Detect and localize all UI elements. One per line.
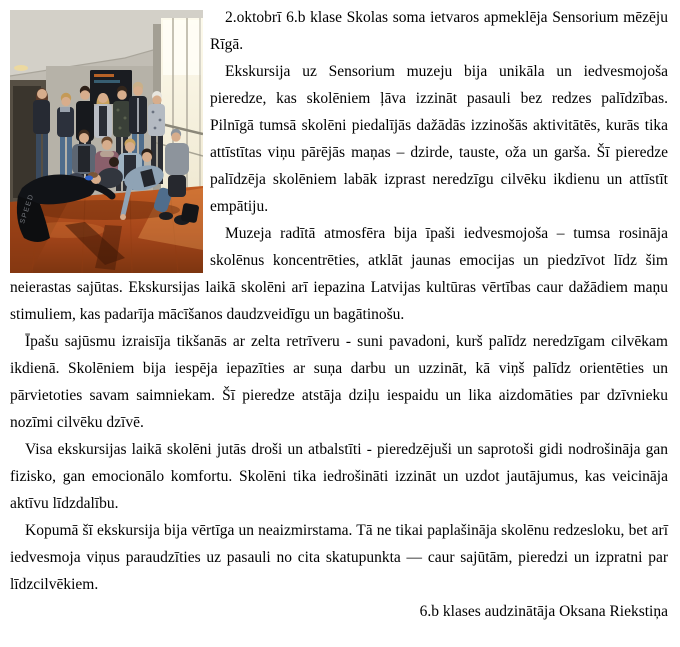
- photo-scene: [10, 10, 203, 273]
- paragraph-3: Muzeja radītā atmosfēra bija īpaši iedvesmojoša – tumsa rosināja skolēnus koncentrēties, atklāt jaunas emocijas un piedzīvot līdz šim neierastas sajūtas. Ekskursijas laikā skolēni arī iepazina Latvijas kultūras vērtības caur dažādiem maņu stimuliem, kas padarīja mācīšanos daudzveidīgu un bagātinošu.: [10, 225, 668, 323]
- paragraph-4: Īpašu sajūsmu izraisīja tikšanās ar zelta retrīveru - suni pavadoni, kurš palīdz neredzīgam cilvēkam ikdienā. Skolēniem bija iespēja iepazīties ar suņa darbu un uzzināt, kā viņš palīdz orientēties un pārvietoties savam saimniekam. Šī pieredze atstāja dziļu iespaidu un lika aizdomāties par dzīvnieku nozīmi cilvēku dzīvē.: [10, 333, 668, 431]
- paragraph-1: 2.oktobrī 6.b klase Skolas soma ietvaros apmeklēja Sensorium mēzēju Rīgā.: [210, 9, 668, 53]
- jacket-text: SPEED: [19, 192, 36, 225]
- class-group-photo: [10, 10, 203, 273]
- paragraph-2: Ekskursija uz Sensorium muzeju bija unikāla un iedvesmojoša pieredze, kas skolēniem ļāva izzināt pasauli bez redzes palīdzības. Pilnīgā tumsā skolēni piedalījās dažādās izzinošās aktivitātēs, kurās tika attīstītas viņu pārējās maņas – dzirde, tauste, oža un garša. Šī pieredze palīdzēja skolēniem labāk izprast neredzīgu cilvēku ikdienu un attīstīt empātiju.: [210, 63, 668, 215]
- paragraph-5: Visa ekskursijas laikā skolēni jutās droši un atbalstīti - pieredzējuši un saprotoši gidi nodrošināja gan fizisko, gan emocionālo komfortu. Skolēni tika iedrošināti izzināt un uzdot jautājumus, kas veicināja aktīvu līdzdalību.: [10, 441, 668, 512]
- paragraph-6: Kopumā šī ekskursija bija vērtīga un neaizmirstama. Tā ne tikai paplašināja skolēnu redzesloku, bet arī iedvesmoja viņus paraudzīties uz pasauli no cita skatupunkta — caur sajūtām, pieredzi un izpratni par līdzcilvēkiem.: [10, 522, 668, 593]
- museum-banner: [90, 70, 132, 104]
- signature: 6.b klases audzinātāja Oksana Riekstiņa: [419, 603, 668, 620]
